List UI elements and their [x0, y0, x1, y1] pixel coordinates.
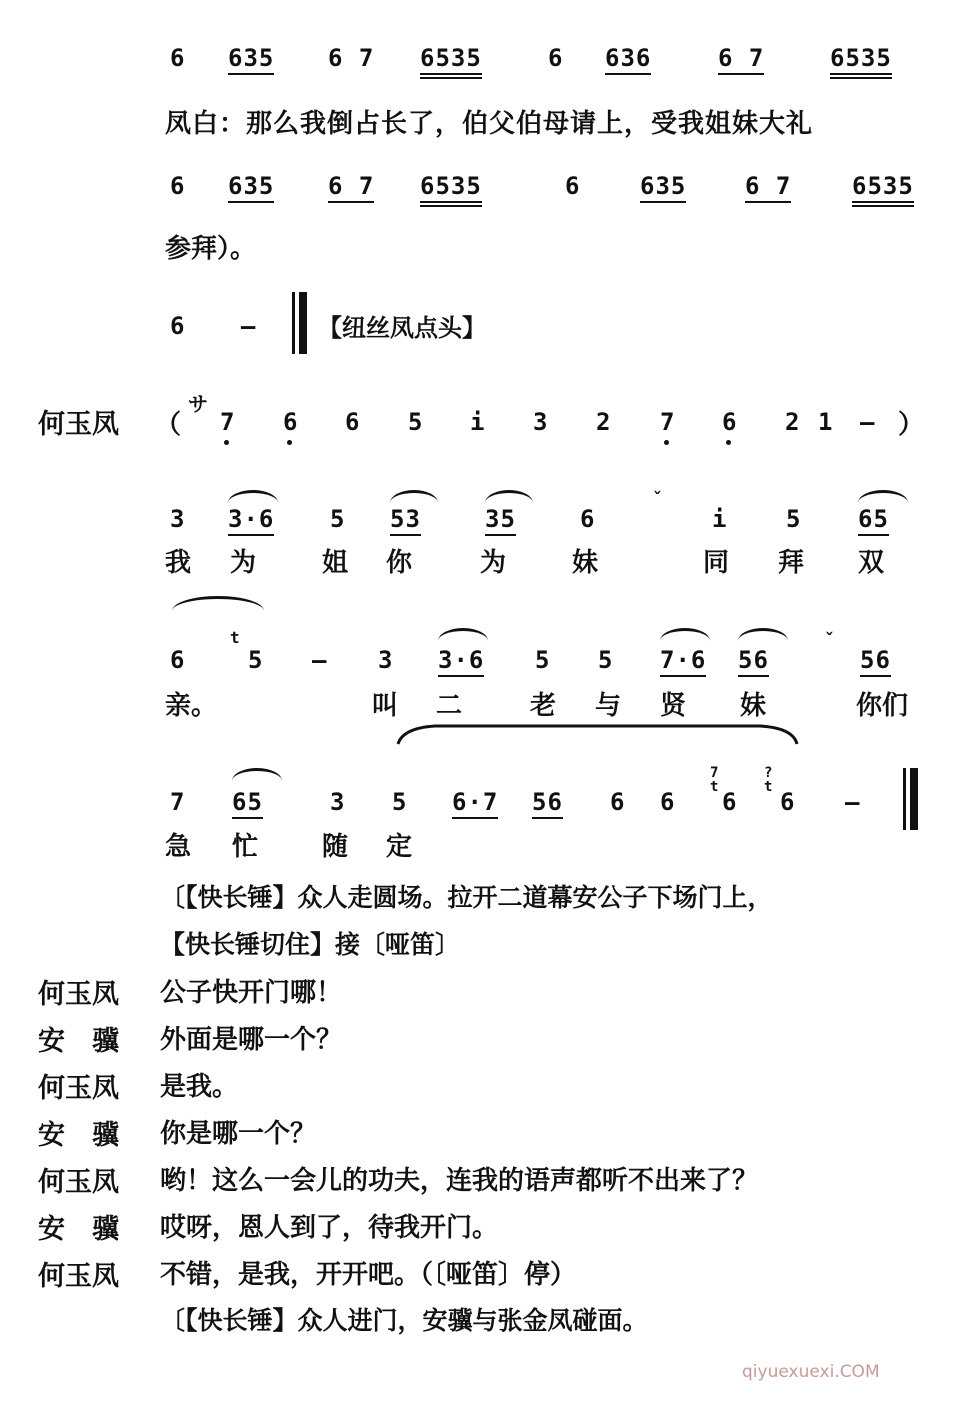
note-group: 3·6	[438, 646, 484, 677]
note: 6	[170, 172, 186, 200]
note: 3	[330, 788, 346, 816]
lyric: 我	[165, 548, 192, 578]
final-barline-thick	[299, 292, 307, 354]
lyric: 为	[480, 548, 507, 578]
note: –	[860, 408, 876, 436]
note: 6	[580, 505, 596, 533]
note: 6	[548, 44, 564, 72]
watermark: qiyuexuexi.COM	[742, 1362, 880, 1382]
speaker-label: 何玉凤	[38, 1167, 119, 1198]
low-octave-dot	[726, 440, 731, 445]
tie	[172, 596, 264, 611]
dialogue-text: 不错，是我，开开吧。（〔哑笛〕停）	[160, 1260, 577, 1290]
speaker-label: 安 骥	[38, 1120, 119, 1151]
note-group: 6535	[420, 172, 482, 207]
dialogue-text: 哎呀，恩人到了，待我开门。	[160, 1213, 499, 1243]
note: 5	[248, 646, 264, 674]
lyric: 为	[230, 548, 257, 578]
slur	[228, 490, 278, 503]
note-group: 6535	[852, 172, 914, 207]
note: 5	[535, 646, 551, 674]
lyrics-line	[0, 685, 960, 721]
lyric: 忙	[232, 832, 259, 862]
lyric: 你们	[856, 691, 909, 721]
percussion-mark: 【纽丝凤点头】	[318, 313, 486, 342]
lyric: 双	[858, 548, 885, 578]
lyric: 你	[386, 548, 413, 578]
note-group: 635	[228, 172, 274, 203]
note: 6	[170, 646, 186, 674]
score-line-4	[0, 408, 960, 442]
dialogue-line: 凤白：那么我倒占长了，伯父伯母请上，受我姐妹大礼	[165, 109, 814, 139]
melisma-bracket	[395, 722, 800, 748]
note: 5	[392, 788, 408, 816]
lyric: 叫	[372, 691, 399, 721]
note: 2	[596, 408, 612, 436]
note-group: 6 7	[328, 172, 374, 203]
stage-direction: 〔【快长锤】众人进门，安骥与张金凤碰面。	[160, 1306, 648, 1335]
note: 3	[378, 646, 394, 674]
note: 7	[170, 788, 186, 816]
final-barline-thin	[292, 292, 295, 354]
lyric: 与	[595, 691, 622, 721]
note: 6	[660, 788, 676, 816]
score-line-6	[0, 630, 960, 680]
note: 1	[818, 408, 834, 436]
note-group: 35	[485, 505, 516, 536]
paren-close: ）	[898, 410, 925, 440]
note: 6	[565, 172, 581, 200]
note-group: 6535	[830, 44, 892, 79]
speaker-label: 安 骥	[38, 1026, 119, 1057]
slur	[660, 628, 710, 641]
lyric: 同	[703, 548, 730, 578]
note: 5	[330, 505, 346, 533]
note: 6	[610, 788, 626, 816]
lyric: 拜	[778, 548, 805, 578]
dialogue-text: 外面是哪一个？	[160, 1025, 343, 1055]
note-group: 6 7	[745, 172, 791, 203]
speaker-label: 何玉凤	[38, 979, 119, 1010]
score-line-2	[0, 172, 960, 206]
note: 2	[785, 408, 801, 436]
slur	[438, 628, 488, 641]
note: 5	[408, 408, 424, 436]
note: 5	[598, 646, 614, 674]
lyric: 老	[530, 691, 557, 721]
lyric: 妹	[740, 691, 767, 721]
note: 6	[170, 44, 186, 72]
note-group: 635	[228, 44, 274, 75]
lyric: 定	[386, 832, 413, 862]
grace-note: t	[230, 628, 241, 647]
stage-direction: 【快长锤切住】接〔哑笛〕	[160, 930, 461, 959]
note: 6	[283, 408, 299, 436]
slur	[232, 768, 282, 781]
speaker-label: 何玉凤	[38, 1261, 119, 1292]
final-barline-thick	[910, 768, 918, 830]
score-line-7	[0, 788, 960, 822]
low-octave-dot	[664, 440, 669, 445]
low-octave-dot	[287, 440, 292, 445]
note-group: 56	[738, 646, 769, 677]
note-group: 635	[640, 172, 686, 203]
dialogue-line: 参拜）。	[165, 234, 257, 264]
note-group: 56	[860, 646, 891, 677]
note-group: 3·6	[228, 505, 274, 536]
note: 6	[722, 788, 738, 816]
slur	[738, 628, 788, 641]
score-line-1	[0, 44, 960, 78]
note-group: 53	[390, 505, 421, 536]
lyrics-line	[0, 542, 960, 578]
slur	[485, 490, 533, 503]
paren-open: （	[155, 410, 182, 440]
slur	[858, 490, 908, 503]
low-octave-dot	[224, 440, 229, 445]
note: 7	[220, 408, 236, 436]
note-group: 6 7	[328, 44, 375, 72]
lyric: 二	[436, 691, 463, 721]
lyric: 姐	[322, 548, 349, 578]
lyrics-line	[0, 826, 960, 862]
note-group: 6·7	[452, 788, 498, 819]
note: i	[470, 408, 486, 436]
note-group: 7·6	[660, 646, 706, 677]
note-group: 56	[532, 788, 563, 819]
note: 7	[660, 408, 676, 436]
note: 6	[345, 408, 361, 436]
lyric: 贤	[660, 691, 687, 721]
breath-mark: ˇ	[652, 489, 664, 510]
dialogue-text: 哟！这么一会儿的功夫，连我的语声都听不出来了？	[160, 1166, 759, 1196]
note-group: 6535	[420, 44, 482, 79]
free-rhythm-mark: サ	[188, 392, 208, 416]
grace-note: ? t	[764, 765, 774, 795]
note: 5	[786, 505, 802, 533]
grace-note: 7 t	[710, 765, 720, 795]
note: –	[312, 646, 328, 674]
slur	[390, 490, 438, 503]
note: –	[845, 788, 861, 816]
note-group: 636	[605, 44, 651, 75]
dialogue-text: 公子快开门哪！	[160, 978, 343, 1008]
breath-mark: ˇ	[824, 630, 836, 651]
notes: 6 –	[170, 312, 257, 340]
note: 6	[722, 408, 738, 436]
speaker-label: 何玉凤	[38, 409, 119, 440]
note: 3	[533, 408, 549, 436]
dialogue-text: 是我。	[160, 1072, 239, 1102]
note: 3	[170, 505, 186, 533]
dialogue-text: 你是哪一个？	[160, 1119, 317, 1149]
stage-direction: 〔【快长锤】众人走圆场。拉开二道幕安公子下场门上，	[160, 883, 773, 912]
note: 6	[780, 788, 796, 816]
score-line-5	[0, 489, 960, 539]
note-group: 65	[858, 505, 889, 536]
speaker-label: 何玉凤	[38, 1073, 119, 1104]
speaker-label: 安 骥	[38, 1214, 119, 1245]
note-group: 6 7	[718, 44, 764, 75]
lyric: 随	[322, 832, 349, 862]
lyric: 急	[165, 832, 192, 862]
lyric: 亲。	[165, 691, 218, 721]
final-barline-thin	[903, 768, 906, 830]
note: i	[712, 505, 728, 533]
note-group: 65	[232, 788, 263, 819]
lyric: 妹	[572, 548, 599, 578]
